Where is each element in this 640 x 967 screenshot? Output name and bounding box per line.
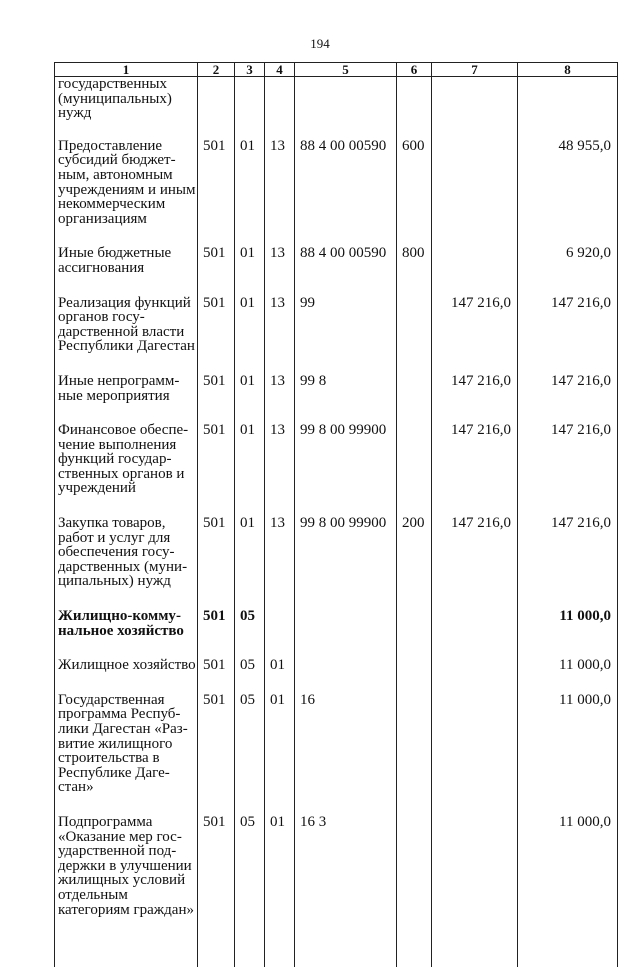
row-amount-col7 <box>432 693 518 815</box>
row-name-cell: Подпрограмма «Оказание мер государственной поддержки в улучшении жилищных условий отдельным категориям граждан» <box>55 815 198 937</box>
table-row <box>55 658 618 693</box>
row-amount-col8: 11 000,0 <box>518 658 618 693</box>
table-row <box>55 374 618 423</box>
row-name-cell: Государственная программа Республики Дагестан «Развитие жилищного строительства в Республике Дагестан» <box>55 693 198 815</box>
row-code-col6 <box>397 609 432 658</box>
row-code-col3: 05 <box>235 815 265 937</box>
table-row <box>55 609 618 658</box>
table-row <box>55 423 618 516</box>
row-code-col5: 88 4 00 00590 <box>295 139 397 247</box>
table-row <box>55 296 618 374</box>
filler-cell <box>198 937 235 967</box>
row-code-col4: 13 <box>265 139 295 247</box>
row-name-cell: Жилищное хозяйство <box>55 658 198 693</box>
table-row <box>55 516 618 609</box>
row-amount-col7 <box>432 139 518 247</box>
row-amount-col7 <box>432 658 518 693</box>
row-amount-col7: 147 216,0 <box>432 423 518 516</box>
row-code-col3: 05 <box>235 693 265 815</box>
row-code-col3: 01 <box>235 139 265 247</box>
row-amount-col8: 6 920,0 <box>518 246 618 295</box>
row-amount-col8: 147 216,0 <box>518 296 618 374</box>
row-code-col4: 13 <box>265 423 295 516</box>
header-cell: 1 <box>55 63 198 77</box>
row-amount-col7: 147 216,0 <box>432 516 518 609</box>
row-code-col4: 01 <box>265 658 295 693</box>
row-name-cell: Финансовое обеспечение выполнения функций государственных органов и учреждений <box>55 423 198 516</box>
row-amount-col7 <box>432 815 518 937</box>
row-name-cell: Иные бюджетные ассигнования <box>55 246 198 295</box>
page-number: 194 <box>0 36 640 52</box>
row-code-col5: 88 4 00 00590 <box>295 246 397 295</box>
row-amount-col8: 147 216,0 <box>518 423 618 516</box>
row-code-col6 <box>397 77 432 139</box>
row-code-col3: 01 <box>235 516 265 609</box>
row-amount-col8 <box>518 77 618 139</box>
row-code-col6 <box>397 693 432 815</box>
row-code-col6 <box>397 423 432 516</box>
row-amount-col8: 48 955,0 <box>518 139 618 247</box>
header-cell: 2 <box>198 63 235 77</box>
header-cell: 7 <box>432 63 518 77</box>
row-code-col4 <box>265 609 295 658</box>
row-code-col4: 13 <box>265 296 295 374</box>
table-row <box>55 815 618 937</box>
row-name-cell: Жилищно-коммунальное хозяйство <box>55 609 198 658</box>
header-cell: 6 <box>397 63 432 77</box>
row-code-col4: 13 <box>265 246 295 295</box>
row-code-col5 <box>295 658 397 693</box>
row-code-col4 <box>265 77 295 139</box>
row-code-col5: 16 3 <box>295 815 397 937</box>
row-code-col2: 501 <box>198 658 235 693</box>
row-code-col3: 01 <box>235 423 265 516</box>
row-amount-col7 <box>432 246 518 295</box>
row-code-col5: 16 <box>295 693 397 815</box>
row-code-col3: 01 <box>235 374 265 423</box>
row-code-col6 <box>397 374 432 423</box>
filler-cell <box>432 937 518 967</box>
row-amount-col8: 147 216,0 <box>518 374 618 423</box>
row-name-cell: Закупка товаров, работ и услуг для обеспечения государственных (муниципальных) нужд <box>55 516 198 609</box>
row-code-col2: 501 <box>198 516 235 609</box>
row-amount-col8: 11 000,0 <box>518 609 618 658</box>
row-amount-col8: 11 000,0 <box>518 693 618 815</box>
row-code-col3: 05 <box>235 658 265 693</box>
row-name-cell: государственных (муниципальных) нужд <box>55 77 198 139</box>
row-code-col6 <box>397 815 432 937</box>
header-cell: 4 <box>265 63 295 77</box>
row-code-col3: 01 <box>235 296 265 374</box>
table-row <box>55 693 618 815</box>
row-name-cell: Предоставление субсидий бюджетным, автономным учреждениям и иным некоммерческим организациям <box>55 139 198 247</box>
row-code-col4: 13 <box>265 516 295 609</box>
row-code-col5 <box>295 77 397 139</box>
budget-table <box>54 62 618 967</box>
row-code-col2: 501 <box>198 815 235 937</box>
row-amount-col8: 11 000,0 <box>518 815 618 937</box>
row-amount-col7: 147 216,0 <box>432 374 518 423</box>
row-amount-col8: 147 216,0 <box>518 516 618 609</box>
table-filler-row <box>55 937 618 967</box>
header-cell: 5 <box>295 63 397 77</box>
filler-cell <box>265 937 295 967</box>
row-code-col6 <box>397 658 432 693</box>
row-code-col3: 05 <box>235 609 265 658</box>
row-code-col5: 99 <box>295 296 397 374</box>
table-row <box>55 139 618 247</box>
row-code-col4: 01 <box>265 815 295 937</box>
row-code-col3 <box>235 77 265 139</box>
row-code-col4: 13 <box>265 374 295 423</box>
row-code-col6: 800 <box>397 246 432 295</box>
row-code-col5 <box>295 609 397 658</box>
table-row <box>55 77 618 139</box>
row-code-col2 <box>198 77 235 139</box>
row-code-col4: 01 <box>265 693 295 815</box>
row-code-col2: 501 <box>198 296 235 374</box>
table-body <box>55 77 618 967</box>
filler-cell <box>397 937 432 967</box>
row-code-col2: 501 <box>198 374 235 423</box>
table-row <box>55 246 618 295</box>
row-code-col2: 501 <box>198 609 235 658</box>
filler-cell <box>518 937 618 967</box>
row-code-col6: 200 <box>397 516 432 609</box>
row-code-col5: 99 8 00 99900 <box>295 516 397 609</box>
row-amount-col7 <box>432 77 518 139</box>
row-code-col5: 99 8 <box>295 374 397 423</box>
row-code-col2: 501 <box>198 139 235 247</box>
row-amount-col7 <box>432 609 518 658</box>
header-cell: 8 <box>518 63 618 77</box>
header-cell: 3 <box>235 63 265 77</box>
row-code-col6: 600 <box>397 139 432 247</box>
row-code-col2: 501 <box>198 423 235 516</box>
row-name-cell: Реализация функций органов государственной власти Республики Дагестан <box>55 296 198 374</box>
filler-cell <box>295 937 397 967</box>
row-name-cell: Иные непрограммные мероприятия <box>55 374 198 423</box>
row-code-col2: 501 <box>198 246 235 295</box>
row-code-col6 <box>397 296 432 374</box>
filler-cell <box>55 937 198 967</box>
filler-cell <box>235 937 265 967</box>
row-amount-col7: 147 216,0 <box>432 296 518 374</box>
header-row <box>55 63 618 77</box>
row-code-col5: 99 8 00 99900 <box>295 423 397 516</box>
row-code-col3: 01 <box>235 246 265 295</box>
row-code-col2: 501 <box>198 693 235 815</box>
